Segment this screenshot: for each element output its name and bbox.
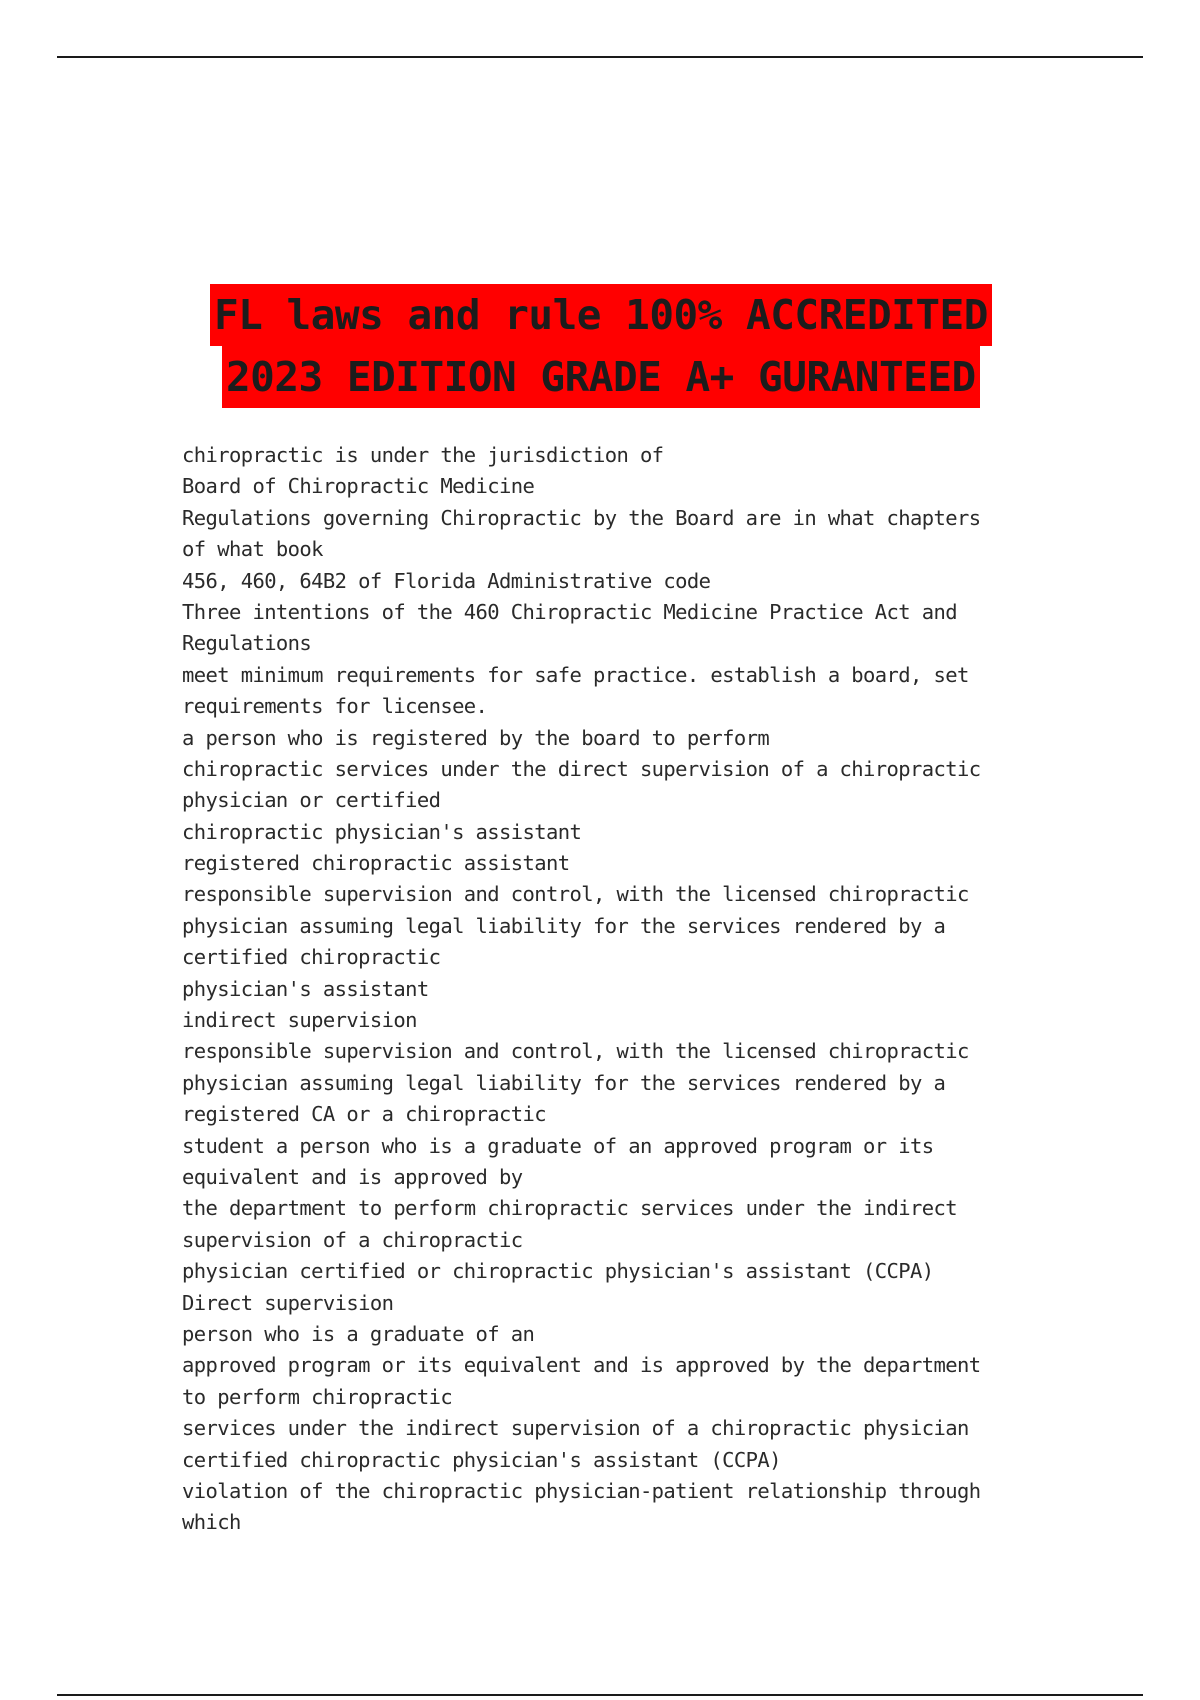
bottom-rule [57, 1694, 1143, 1696]
body-line: meet minimum requirements for safe practice. establish a board, set [182, 662, 969, 687]
body-line: registered CA or a chiropractic [182, 1102, 547, 1127]
body-line: Regulations governing Chiropractic by the Board are in what chapters [182, 505, 981, 530]
body-line: the department to perform chiropractic services under the indirect [182, 1196, 957, 1221]
body-line: registered chiropractic assistant [182, 851, 570, 876]
body-line: responsible supervision and control, with the licensed chiropractic [182, 1039, 969, 1064]
body-line: physician's assistant [182, 976, 429, 1001]
body-line: supervision of a chiropractic [182, 1227, 523, 1252]
body-line: requirements for licensee. [182, 694, 488, 719]
body-line: Three intentions of the 460 Chiropractic Medicine Practice Act and [182, 599, 957, 624]
body-line: 456, 460, 64B2 of Florida Administrative code [182, 568, 711, 593]
body-line: violation of the chiropractic physician-patient relationship through [182, 1478, 981, 1503]
top-rule [57, 56, 1143, 58]
body-line: physician or certified [182, 788, 441, 813]
body-line: person who is a graduate of an [182, 1321, 535, 1346]
body-line: a person who is registered by the board to perform [182, 725, 770, 750]
body-line: to perform chiropractic [182, 1384, 453, 1409]
body-line: services under the indirect supervision of a chiropractic physician [182, 1416, 969, 1441]
body-line: Regulations [182, 631, 312, 656]
body-line: of what book [182, 537, 323, 562]
body-line: Board of Chiropractic Medicine [182, 474, 535, 499]
body-line: chiropractic physician's assistant [182, 819, 582, 844]
body-line: physician certified or chiropractic physician's assistant (CCPA) [182, 1259, 934, 1284]
title-line-1: FL laws and rule 100% ACCREDITED [210, 284, 992, 346]
body-line: certified chiropractic physician's assistant (CCPA) [182, 1447, 781, 1472]
body-line: which [182, 1510, 241, 1535]
body-line: indirect supervision [182, 1008, 417, 1033]
body-line: student a person who is a graduate of an approved program or its [182, 1133, 934, 1158]
body-line: responsible supervision and control, with the licensed chiropractic [182, 882, 969, 907]
body-line: physician assuming legal liability for the services rendered by a [182, 913, 946, 938]
body-line: approved program or its equivalent and is approved by the department [182, 1353, 981, 1378]
title-line-2: 2023 EDITION GRADE A+ GURANTEED [222, 346, 980, 408]
body-line: chiropractic services under the direct supervision of a chiropractic [182, 756, 981, 781]
body-line: physician assuming legal liability for the services rendered by a [182, 1070, 946, 1095]
body-line: certified chiropractic [182, 945, 441, 970]
document-body [182, 440, 1012, 1539]
body-line: chiropractic is under the jurisdiction of [182, 443, 664, 467]
body-line: Direct supervision [182, 1290, 394, 1315]
body-line: equivalent and is approved by [182, 1164, 523, 1189]
